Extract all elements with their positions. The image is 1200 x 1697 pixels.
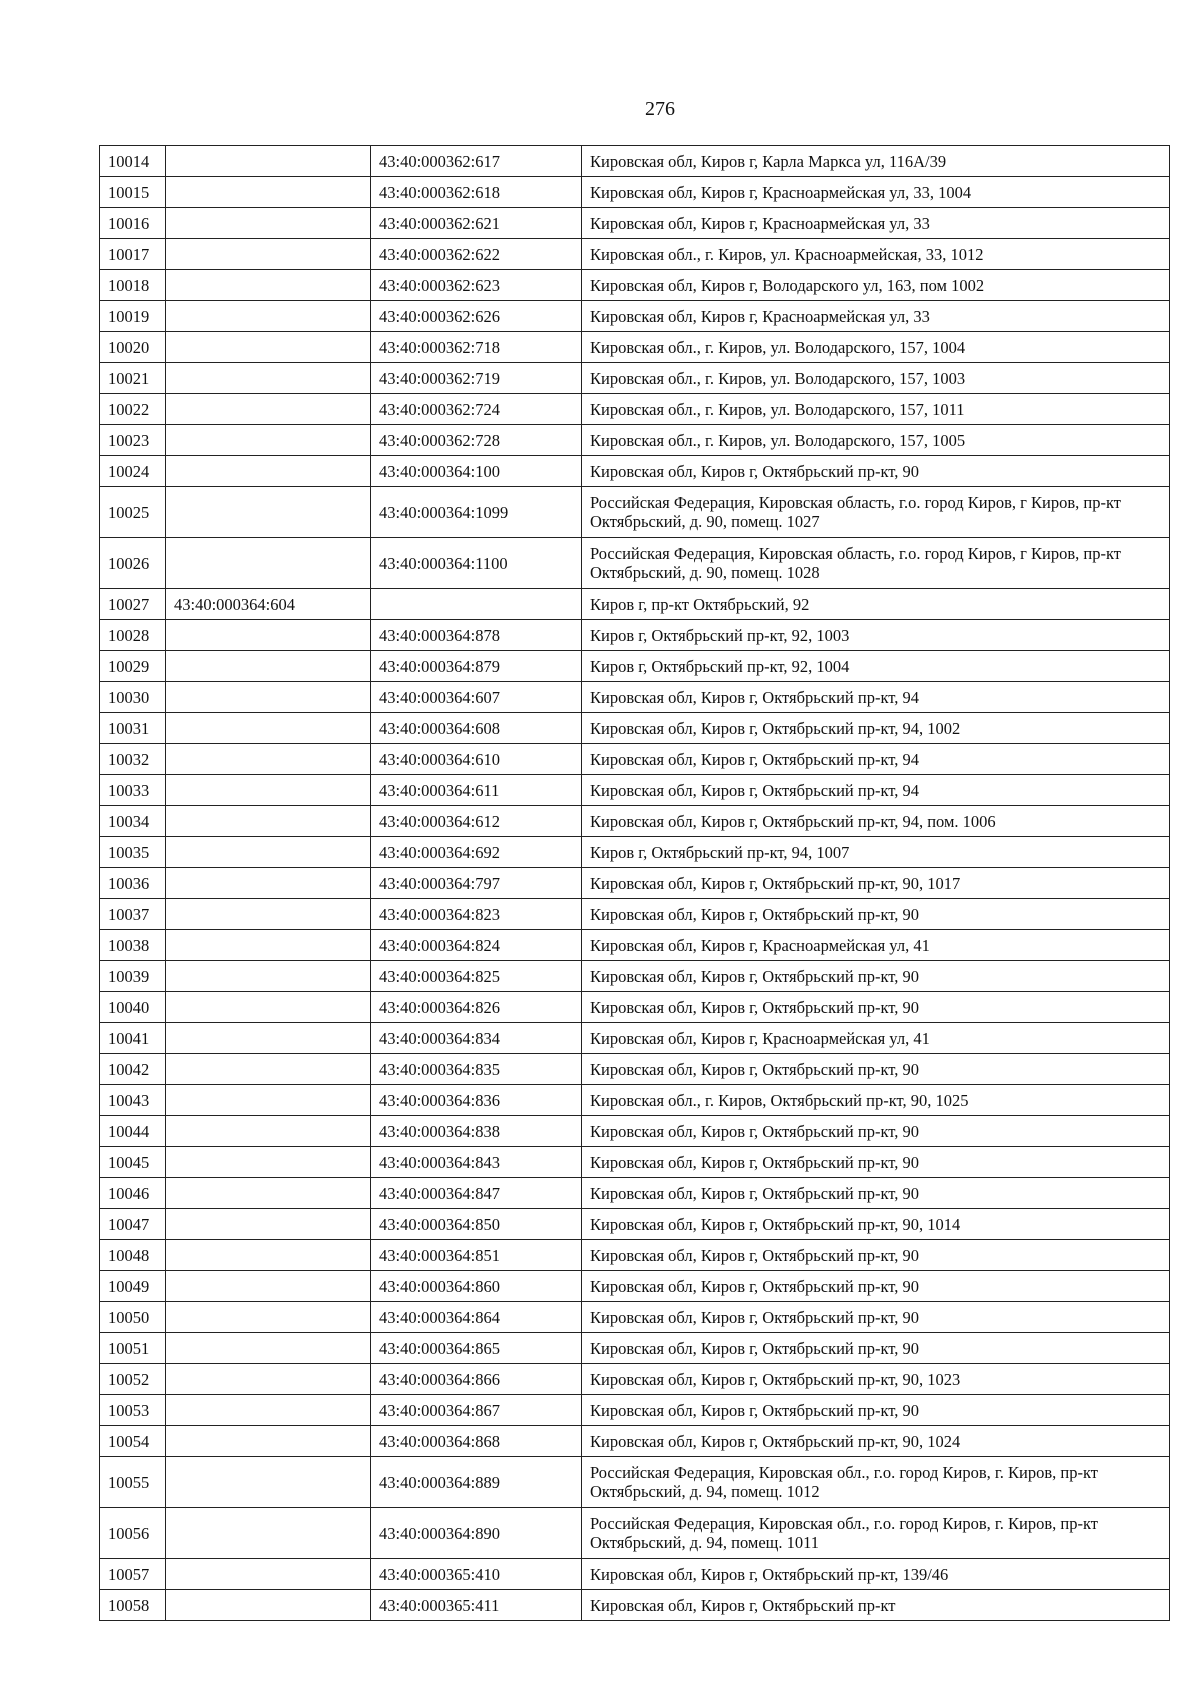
address-cell: Кировская обл, Киров г, Октябрьский пр-кт, 90 bbox=[582, 992, 1170, 1023]
parcel-cadastral-cell bbox=[166, 1590, 371, 1621]
parcel-cadastral-cell bbox=[166, 1023, 371, 1054]
object-cadastral-cell: 43:40:000364:890 bbox=[371, 1508, 582, 1559]
table-row bbox=[100, 1364, 1170, 1395]
object-cadastral-cell: 43:40:000364:692 bbox=[371, 837, 582, 868]
object-cadastral-cell: 43:40:000364:864 bbox=[371, 1302, 582, 1333]
address-cell: Кировская обл, Киров г, Красноармейская ул, 41 bbox=[582, 930, 1170, 961]
parcel-cadastral-cell bbox=[166, 1426, 371, 1457]
parcel-cadastral-cell bbox=[166, 363, 371, 394]
address-cell: Российская Федерация, Кировская область, г.о. город Киров, г Киров, пр-кт Октябрьский, д. 90, помещ. 1027 bbox=[582, 487, 1170, 538]
parcel-cadastral-cell bbox=[166, 332, 371, 363]
row-number-cell: 10032 bbox=[100, 744, 166, 775]
table-row bbox=[100, 1590, 1170, 1621]
address-cell: Российская Федерация, Кировская обл., г.о. город Киров, г. Киров, пр-кт Октябрьский, д. 94, помещ. 1012 bbox=[582, 1457, 1170, 1508]
address-cell: Кировская обл, Киров г, Октябрьский пр-кт, 90 bbox=[582, 1116, 1170, 1147]
address-cell: Кировская обл, Киров г, Красноармейская ул, 41 bbox=[582, 1023, 1170, 1054]
address-cell: Российская Федерация, Кировская обл., г.о. город Киров, г. Киров, пр-кт Октябрьский, д. 94, помещ. 1011 bbox=[582, 1508, 1170, 1559]
address-cell: Кировская обл, Киров г, Октябрьский пр-кт, 90, 1023 bbox=[582, 1364, 1170, 1395]
table-row bbox=[100, 456, 1170, 487]
address-cell: Кировская обл, Киров г, Октябрьский пр-кт, 90 bbox=[582, 899, 1170, 930]
table-row bbox=[100, 992, 1170, 1023]
parcel-cadastral-cell bbox=[166, 1271, 371, 1302]
object-cadastral-cell: 43:40:000364:867 bbox=[371, 1395, 582, 1426]
table-row bbox=[100, 775, 1170, 806]
row-number-cell: 10039 bbox=[100, 961, 166, 992]
parcel-cadastral-cell bbox=[166, 1085, 371, 1116]
parcel-cadastral-cell bbox=[166, 1457, 371, 1508]
row-number-cell: 10022 bbox=[100, 394, 166, 425]
parcel-cadastral-cell bbox=[166, 930, 371, 961]
row-number-cell: 10014 bbox=[100, 146, 166, 177]
table-row bbox=[100, 177, 1170, 208]
table-row bbox=[100, 1333, 1170, 1364]
address-cell: Кировская обл, Киров г, Октябрьский пр-кт, 90 bbox=[582, 1395, 1170, 1426]
object-cadastral-cell: 43:40:000364:825 bbox=[371, 961, 582, 992]
parcel-cadastral-cell bbox=[166, 394, 371, 425]
table-row bbox=[100, 1085, 1170, 1116]
table-row bbox=[100, 682, 1170, 713]
row-number-cell: 10029 bbox=[100, 651, 166, 682]
address-cell: Кировская обл, Киров г, Октябрьский пр-кт, 94 bbox=[582, 775, 1170, 806]
table-row bbox=[100, 1559, 1170, 1590]
parcel-cadastral-cell bbox=[166, 1178, 371, 1209]
parcel-cadastral-cell bbox=[166, 899, 371, 930]
parcel-cadastral-cell bbox=[166, 651, 371, 682]
parcel-cadastral-cell bbox=[166, 620, 371, 651]
row-number-cell: 10052 bbox=[100, 1364, 166, 1395]
table-row bbox=[100, 899, 1170, 930]
object-cadastral-cell: 43:40:000364:850 bbox=[371, 1209, 582, 1240]
property-registry-table bbox=[99, 145, 1170, 1621]
row-number-cell: 10038 bbox=[100, 930, 166, 961]
row-number-cell: 10023 bbox=[100, 425, 166, 456]
row-number-cell: 10027 bbox=[100, 589, 166, 620]
object-cadastral-cell: 43:40:000362:617 bbox=[371, 146, 582, 177]
table-row bbox=[100, 744, 1170, 775]
page-number: 276 bbox=[645, 98, 675, 120]
table-row bbox=[100, 1147, 1170, 1178]
parcel-cadastral-cell bbox=[166, 1508, 371, 1559]
parcel-cadastral-cell bbox=[166, 177, 371, 208]
object-cadastral-cell: 43:40:000364:1099 bbox=[371, 487, 582, 538]
address-cell: Киров г, Октябрьский пр-кт, 92, 1003 bbox=[582, 620, 1170, 651]
parcel-cadastral-cell bbox=[166, 239, 371, 270]
row-number-cell: 10042 bbox=[100, 1054, 166, 1085]
table-row bbox=[100, 620, 1170, 651]
table-row bbox=[100, 538, 1170, 589]
object-cadastral-cell: 43:40:000362:623 bbox=[371, 270, 582, 301]
object-cadastral-cell: 43:40:000364:889 bbox=[371, 1457, 582, 1508]
row-number-cell: 10057 bbox=[100, 1559, 166, 1590]
object-cadastral-cell: 43:40:000362:719 bbox=[371, 363, 582, 394]
address-cell: Кировская обл, Киров г, Октябрьский пр-кт, 90 bbox=[582, 456, 1170, 487]
parcel-cadastral-cell bbox=[166, 538, 371, 589]
row-number-cell: 10037 bbox=[100, 899, 166, 930]
row-number-cell: 10056 bbox=[100, 1508, 166, 1559]
table-row bbox=[100, 961, 1170, 992]
parcel-cadastral-cell bbox=[166, 1333, 371, 1364]
address-cell: Кировская обл, Киров г, Октябрьский пр-кт, 90 bbox=[582, 961, 1170, 992]
table-row bbox=[100, 1240, 1170, 1271]
address-cell: Кировская обл, Киров г, Карла Маркса ул, 116А/39 bbox=[582, 146, 1170, 177]
parcel-cadastral-cell bbox=[166, 744, 371, 775]
row-number-cell: 10041 bbox=[100, 1023, 166, 1054]
object-cadastral-cell: 43:40:000364:797 bbox=[371, 868, 582, 899]
row-number-cell: 10025 bbox=[100, 487, 166, 538]
row-number-cell: 10015 bbox=[100, 177, 166, 208]
table-row bbox=[100, 1054, 1170, 1085]
table-row bbox=[100, 1271, 1170, 1302]
object-cadastral-cell: 43:40:000364:879 bbox=[371, 651, 582, 682]
object-cadastral-cell: 43:40:000364:836 bbox=[371, 1085, 582, 1116]
table-row bbox=[100, 1395, 1170, 1426]
object-cadastral-cell: 43:40:000364:824 bbox=[371, 930, 582, 961]
parcel-cadastral-cell bbox=[166, 1395, 371, 1426]
table-row bbox=[100, 589, 1170, 620]
address-cell: Киров г, пр-кт Октябрьский, 92 bbox=[582, 589, 1170, 620]
table-row bbox=[100, 1023, 1170, 1054]
object-cadastral-cell: 43:40:000364:838 bbox=[371, 1116, 582, 1147]
object-cadastral-cell: 43:40:000362:621 bbox=[371, 208, 582, 239]
row-number-cell: 10018 bbox=[100, 270, 166, 301]
parcel-cadastral-cell bbox=[166, 270, 371, 301]
address-cell: Кировская обл., г. Киров, ул. Володарского, 157, 1003 bbox=[582, 363, 1170, 394]
object-cadastral-cell: 43:40:000365:410 bbox=[371, 1559, 582, 1590]
table-row bbox=[100, 363, 1170, 394]
row-number-cell: 10016 bbox=[100, 208, 166, 239]
object-cadastral-cell: 43:40:000364:612 bbox=[371, 806, 582, 837]
object-cadastral-cell: 43:40:000364:611 bbox=[371, 775, 582, 806]
object-cadastral-cell: 43:40:000364:826 bbox=[371, 992, 582, 1023]
address-cell: Кировская обл, Киров г, Октябрьский пр-кт, 94 bbox=[582, 682, 1170, 713]
table-row bbox=[100, 1508, 1170, 1559]
object-cadastral-cell: 43:40:000364:834 bbox=[371, 1023, 582, 1054]
table-row bbox=[100, 1209, 1170, 1240]
row-number-cell: 10040 bbox=[100, 992, 166, 1023]
table-row bbox=[100, 713, 1170, 744]
parcel-cadastral-cell bbox=[166, 868, 371, 899]
table-row bbox=[100, 270, 1170, 301]
parcel-cadastral-cell bbox=[166, 713, 371, 744]
row-number-cell: 10051 bbox=[100, 1333, 166, 1364]
parcel-cadastral-cell bbox=[166, 301, 371, 332]
object-cadastral-cell: 43:40:000362:728 bbox=[371, 425, 582, 456]
object-cadastral-cell: 43:40:000364:1100 bbox=[371, 538, 582, 589]
object-cadastral-cell: 43:40:000364:608 bbox=[371, 713, 582, 744]
address-cell: Кировская обл, Киров г, Октябрьский пр-кт, 94 bbox=[582, 744, 1170, 775]
table-row bbox=[100, 301, 1170, 332]
address-cell: Кировская обл., г. Киров, ул. Володарского, 157, 1011 bbox=[582, 394, 1170, 425]
address-cell: Кировская обл, Киров г, Октябрьский пр-кт, 90, 1024 bbox=[582, 1426, 1170, 1457]
parcel-cadastral-cell bbox=[166, 1364, 371, 1395]
address-cell: Кировская обл, Киров г, Красноармейская ул, 33, 1004 bbox=[582, 177, 1170, 208]
address-cell: Российская Федерация, Кировская область, г.о. город Киров, г Киров, пр-кт Октябрьский, д. 90, помещ. 1028 bbox=[582, 538, 1170, 589]
parcel-cadastral-cell bbox=[166, 806, 371, 837]
row-number-cell: 10045 bbox=[100, 1147, 166, 1178]
object-cadastral-cell: 43:40:000364:835 bbox=[371, 1054, 582, 1085]
row-number-cell: 10046 bbox=[100, 1178, 166, 1209]
object-cadastral-cell: 43:40:000364:843 bbox=[371, 1147, 582, 1178]
object-cadastral-cell: 43:40:000364:868 bbox=[371, 1426, 582, 1457]
parcel-cadastral-cell bbox=[166, 992, 371, 1023]
address-cell: Кировская обл, Киров г, Октябрьский пр-кт bbox=[582, 1590, 1170, 1621]
row-number-cell: 10053 bbox=[100, 1395, 166, 1426]
address-cell: Кировская обл., г. Киров, ул. Володарского, 157, 1004 bbox=[582, 332, 1170, 363]
table-row bbox=[100, 930, 1170, 961]
parcel-cadastral-cell bbox=[166, 1147, 371, 1178]
parcel-cadastral-cell bbox=[166, 146, 371, 177]
table-row bbox=[100, 239, 1170, 270]
parcel-cadastral-cell bbox=[166, 1302, 371, 1333]
address-cell: Кировская обл, Киров г, Октябрьский пр-кт, 90 bbox=[582, 1147, 1170, 1178]
parcel-cadastral-cell bbox=[166, 425, 371, 456]
address-cell: Кировская обл., г. Киров, ул. Красноармейская, 33, 1012 bbox=[582, 239, 1170, 270]
address-cell: Кировская обл, Киров г, Октябрьский пр-кт, 94, пом. 1006 bbox=[582, 806, 1170, 837]
row-number-cell: 10017 bbox=[100, 239, 166, 270]
row-number-cell: 10031 bbox=[100, 713, 166, 744]
row-number-cell: 10058 bbox=[100, 1590, 166, 1621]
address-cell: Киров г, Октябрьский пр-кт, 94, 1007 bbox=[582, 837, 1170, 868]
row-number-cell: 10048 bbox=[100, 1240, 166, 1271]
table-row bbox=[100, 208, 1170, 239]
row-number-cell: 10047 bbox=[100, 1209, 166, 1240]
parcel-cadastral-cell bbox=[166, 837, 371, 868]
address-cell: Кировская обл, Киров г, Октябрьский пр-кт, 90 bbox=[582, 1271, 1170, 1302]
table-row bbox=[100, 487, 1170, 538]
object-cadastral-cell: 43:40:000365:411 bbox=[371, 1590, 582, 1621]
object-cadastral-cell: 43:40:000362:618 bbox=[371, 177, 582, 208]
parcel-cadastral-cell bbox=[166, 487, 371, 538]
table-row bbox=[100, 394, 1170, 425]
address-cell: Кировская обл, Киров г, Октябрьский пр-кт, 90 bbox=[582, 1240, 1170, 1271]
row-number-cell: 10033 bbox=[100, 775, 166, 806]
object-cadastral-cell bbox=[371, 589, 582, 620]
parcel-cadastral-cell bbox=[166, 1116, 371, 1147]
parcel-cadastral-cell bbox=[166, 961, 371, 992]
table-row bbox=[100, 868, 1170, 899]
parcel-cadastral-cell bbox=[166, 775, 371, 806]
table-row bbox=[100, 1302, 1170, 1333]
table-row bbox=[100, 1426, 1170, 1457]
object-cadastral-cell: 43:40:000364:851 bbox=[371, 1240, 582, 1271]
row-number-cell: 10020 bbox=[100, 332, 166, 363]
table-row bbox=[100, 806, 1170, 837]
object-cadastral-cell: 43:40:000364:610 bbox=[371, 744, 582, 775]
row-number-cell: 10043 bbox=[100, 1085, 166, 1116]
row-number-cell: 10050 bbox=[100, 1302, 166, 1333]
row-number-cell: 10054 bbox=[100, 1426, 166, 1457]
object-cadastral-cell: 43:40:000364:878 bbox=[371, 620, 582, 651]
row-number-cell: 10035 bbox=[100, 837, 166, 868]
object-cadastral-cell: 43:40:000364:100 bbox=[371, 456, 582, 487]
parcel-cadastral-cell bbox=[166, 682, 371, 713]
table-row bbox=[100, 1116, 1170, 1147]
object-cadastral-cell: 43:40:000362:724 bbox=[371, 394, 582, 425]
row-number-cell: 10021 bbox=[100, 363, 166, 394]
parcel-cadastral-cell bbox=[166, 1559, 371, 1590]
address-cell: Кировская обл., г. Киров, Октябрьский пр-кт, 90, 1025 bbox=[582, 1085, 1170, 1116]
parcel-cadastral-cell bbox=[166, 456, 371, 487]
address-cell: Кировская обл, Киров г, Октябрьский пр-кт, 94, 1002 bbox=[582, 713, 1170, 744]
address-cell: Кировская обл, Киров г, Володарского ул, 163, пом 1002 bbox=[582, 270, 1170, 301]
table-row bbox=[100, 651, 1170, 682]
address-cell: Кировская обл, Киров г, Красноармейская ул, 33 bbox=[582, 301, 1170, 332]
row-number-cell: 10049 bbox=[100, 1271, 166, 1302]
table-row bbox=[100, 1178, 1170, 1209]
parcel-cadastral-cell: 43:40:000364:604 bbox=[166, 589, 371, 620]
parcel-cadastral-cell bbox=[166, 1209, 371, 1240]
address-cell: Кировская обл, Киров г, Красноармейская ул, 33 bbox=[582, 208, 1170, 239]
row-number-cell: 10055 bbox=[100, 1457, 166, 1508]
row-number-cell: 10034 bbox=[100, 806, 166, 837]
row-number-cell: 10044 bbox=[100, 1116, 166, 1147]
row-number-cell: 10030 bbox=[100, 682, 166, 713]
address-cell: Кировская обл, Киров г, Октябрьский пр-кт, 90 bbox=[582, 1333, 1170, 1364]
address-cell: Кировская обл, Киров г, Октябрьский пр-кт, 139/46 bbox=[582, 1559, 1170, 1590]
object-cadastral-cell: 43:40:000362:622 bbox=[371, 239, 582, 270]
parcel-cadastral-cell bbox=[166, 1240, 371, 1271]
object-cadastral-cell: 43:40:000362:626 bbox=[371, 301, 582, 332]
address-cell: Кировская обл, Киров г, Октябрьский пр-кт, 90 bbox=[582, 1054, 1170, 1085]
address-cell: Кировская обл., г. Киров, ул. Володарского, 157, 1005 bbox=[582, 425, 1170, 456]
address-cell: Кировская обл, Киров г, Октябрьский пр-кт, 90 bbox=[582, 1302, 1170, 1333]
row-number-cell: 10024 bbox=[100, 456, 166, 487]
object-cadastral-cell: 43:40:000364:607 bbox=[371, 682, 582, 713]
object-cadastral-cell: 43:40:000364:860 bbox=[371, 1271, 582, 1302]
address-cell: Кировская обл, Киров г, Октябрьский пр-кт, 90, 1017 bbox=[582, 868, 1170, 899]
object-cadastral-cell: 43:40:000362:718 bbox=[371, 332, 582, 363]
table-row bbox=[100, 332, 1170, 363]
address-cell: Кировская обл, Киров г, Октябрьский пр-кт, 90, 1014 bbox=[582, 1209, 1170, 1240]
row-number-cell: 10036 bbox=[100, 868, 166, 899]
object-cadastral-cell: 43:40:000364:865 bbox=[371, 1333, 582, 1364]
parcel-cadastral-cell bbox=[166, 208, 371, 239]
object-cadastral-cell: 43:40:000364:866 bbox=[371, 1364, 582, 1395]
row-number-cell: 10028 bbox=[100, 620, 166, 651]
parcel-cadastral-cell bbox=[166, 1054, 371, 1085]
table-row bbox=[100, 837, 1170, 868]
object-cadastral-cell: 43:40:000364:847 bbox=[371, 1178, 582, 1209]
address-cell: Киров г, Октябрьский пр-кт, 92, 1004 bbox=[582, 651, 1170, 682]
table-row bbox=[100, 146, 1170, 177]
address-cell: Кировская обл, Киров г, Октябрьский пр-кт, 90 bbox=[582, 1178, 1170, 1209]
table-row bbox=[100, 1457, 1170, 1508]
object-cadastral-cell: 43:40:000364:823 bbox=[371, 899, 582, 930]
row-number-cell: 10019 bbox=[100, 301, 166, 332]
row-number-cell: 10026 bbox=[100, 538, 166, 589]
table-row bbox=[100, 425, 1170, 456]
